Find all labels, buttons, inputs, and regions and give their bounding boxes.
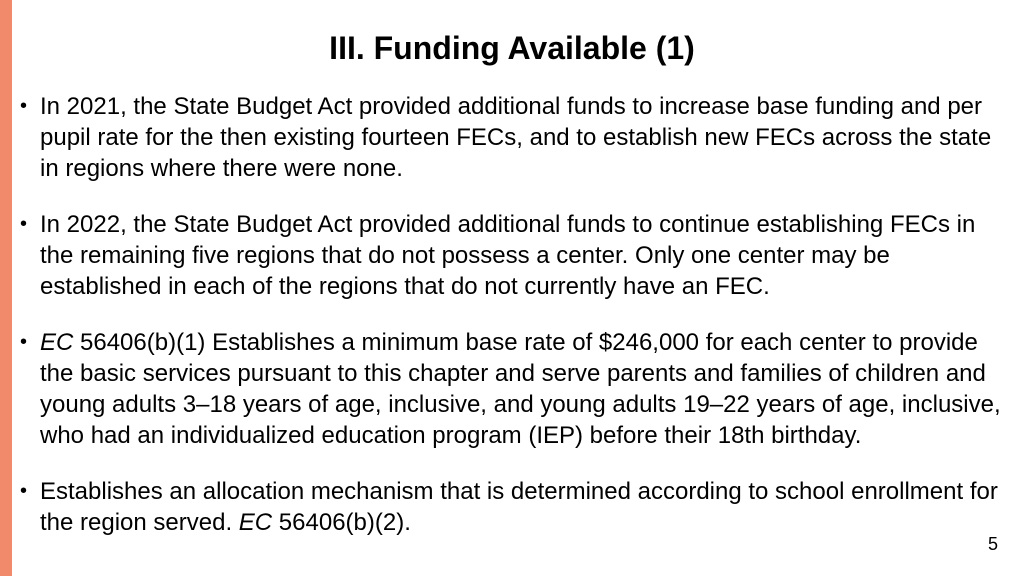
bullet-list	[14, 91, 1010, 538]
bullet-item-2022	[14, 209, 1010, 302]
bullet-text: Establishes an allocation mechanism that is determined according to school enrollment for the region served.	[40, 478, 998, 536]
accent-bar	[0, 0, 12, 576]
bullet-icon: •	[20, 480, 28, 502]
bullet-icon: •	[20, 331, 28, 353]
bullet-text: 56406(b)(1) Establishes a minimum base rate of $246,000 for each center to provide the basic services pursuant to this chapter and serve parents and families of children and young adults 3–18 years of age, inclusive, and young adults 19–22 years of age, inclusive, who had an individualized education program (IEP) before their 18th birthday.	[40, 329, 1001, 449]
bullet-icon: •	[20, 95, 28, 117]
bullet-icon: •	[20, 213, 28, 235]
bullet-item-2021	[14, 91, 1010, 184]
bullet-item-base-rate	[14, 327, 1010, 451]
page-number: 5	[987, 534, 998, 554]
bullet-text-suffix: 56406(b)(2).	[272, 509, 411, 536]
code-reference: EC	[40, 329, 74, 356]
bullet-item-allocation	[14, 476, 1010, 538]
code-reference: EC	[238, 509, 273, 536]
bullet-text: In 2022, the State Budget Act provided additional funds to continue establishing FECs in the remaining five regions that do not possess a center. Only one center may be established in each of the regions that do not currently have an FEC.	[40, 211, 976, 300]
slide-title: III. Funding Available (1)	[329, 30, 695, 66]
bullet-text: In 2021, the State Budget Act provided additional funds to increase base funding and per pupil rate for the then existing fourteen FECs, and to establish new FECs across the state in regions where there were none.	[40, 93, 992, 182]
